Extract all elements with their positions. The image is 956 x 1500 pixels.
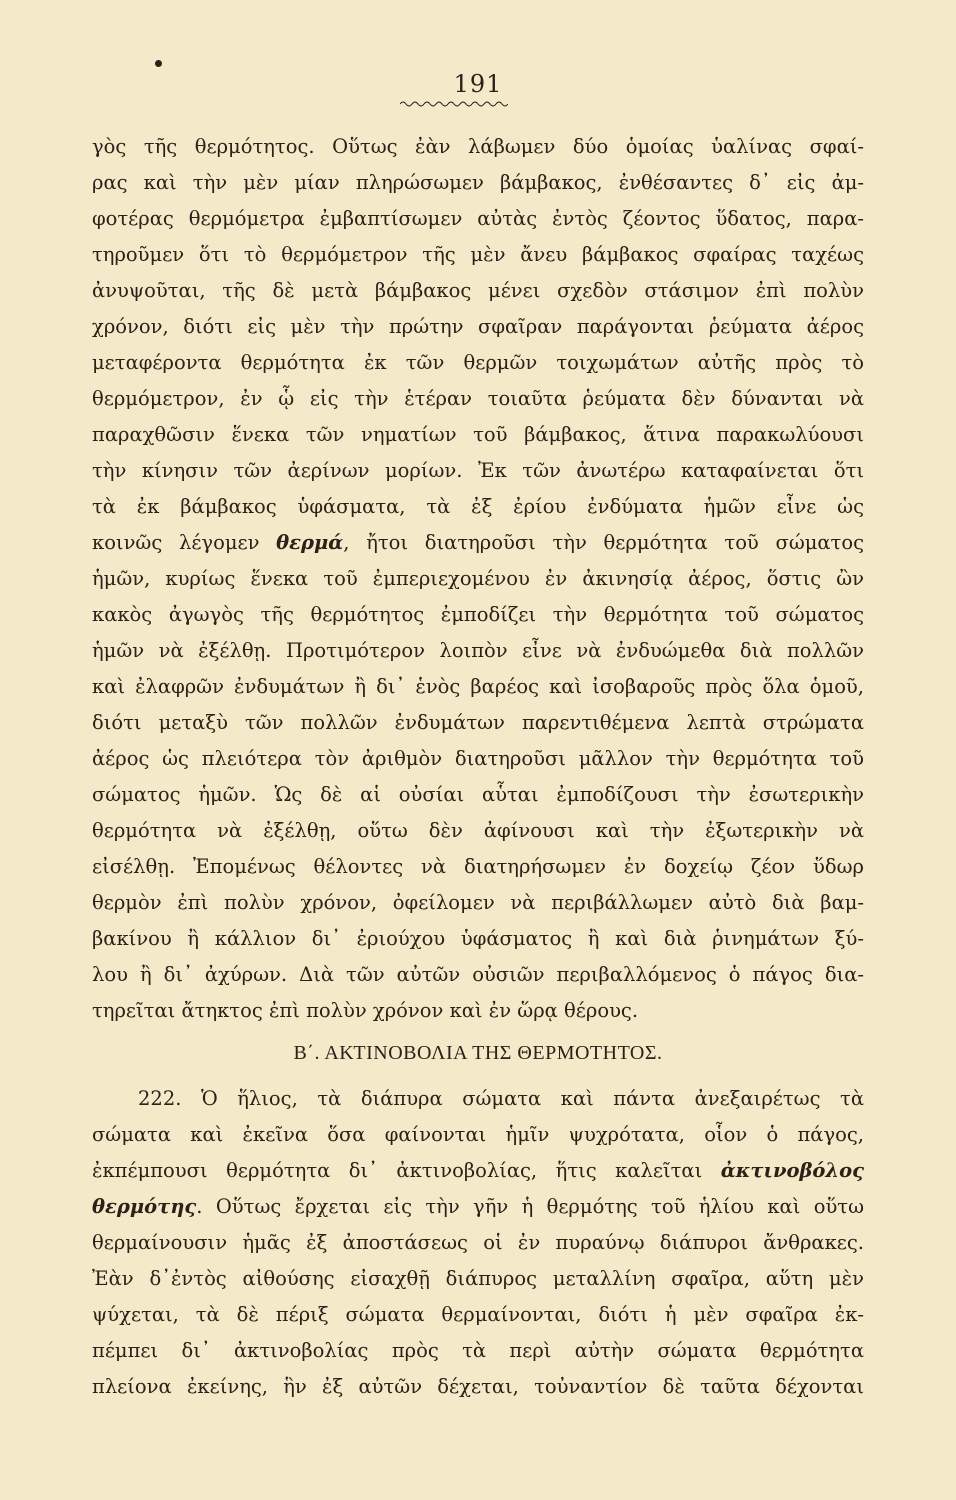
text-line: θερμὸν ἐπὶ πολὺν χρόνον, ὀφείλομεν νὰ περιβάλλωμεν αὐτὸ διὰ βαμ- — [92, 891, 864, 914]
text-line: παραχθῶσιν ἕνεκα τῶν νηματίων τοῦ βάμβακος, ἅτινα παρακωλύουσι — [92, 423, 864, 446]
section-heading: Β΄. ΑΚΤΙΝΟΒΟΛΙΑ ΤΗΣ ΘΕΡΜΟΤΗΤΟΣ. — [293, 1042, 663, 1064]
page-number: 191 — [453, 70, 503, 98]
emphasized-term: ἀκτινοβόλος — [720, 1159, 864, 1182]
text-line: τηρεῖται ἄτηκτος ἐπὶ πολὺν χρόνον καὶ ἐν ὥρᾳ θέρους. — [92, 999, 639, 1022]
text-line: ἀέρος ὡς πλειότερα τὸν ἀριθμὸν διατηροῦσι μᾶλλον τὴν θερμότητα τοῦ — [92, 747, 864, 770]
text-line — [92, 526, 864, 560]
text-line: καὶ ἐλαφρῶν ἐνδυμάτων ἢ δι᾽ ἑνὸς βαρέος καὶ ἰσοβαροῦς πρὸς ὅλα ὁμοῦ, — [92, 675, 864, 698]
text-line: ἡμῶν νὰ ἐξέλθῃ. Προτιμότερον λοιπὸν εἶνε νὰ ἐνδυώμεθα διὰ πολλῶν — [92, 639, 864, 662]
emphasized-term: θερμότης — [92, 1195, 197, 1218]
text-line — [92, 1190, 864, 1224]
text-line: μεταφέροντα θερμότητα ἐκ τῶν θερμῶν τοιχωμάτων αὐτῆς πρὸς τὸ — [92, 351, 864, 374]
text-line: κακὸς ἀγωγὸς τῆς θερμότητος ἐμποδίζει τὴν θερμότητα τοῦ σώματος — [92, 603, 864, 626]
text-line: 222. Ὁ ἥλιος, τὰ διάπυρα σώματα καὶ πάντα ἀνεξαιρέτως τὰ — [138, 1087, 864, 1110]
text-line: ρας καὶ τὴν μὲν μίαν πληρώσωμεν βάμβακος, ἐνθέσαντες δ᾽ εἰς ἀμ- — [92, 171, 864, 194]
text-line: πέμπει δι᾽ ἀκτινοβολίας πρὸς τὰ περὶ αὐτὴν σώματα θερμότητα — [92, 1339, 864, 1362]
text-run: κοινῶς λέγομεν — [92, 531, 277, 554]
text-run: . Οὕτως ἔρχεται εἰς τὴν γῆν ἡ θερμότης τοῦ ἡλίου καὶ οὕτω — [196, 1195, 864, 1218]
text-run: , ἤτοι διατηροῦσι τὴν θερμότητα τοῦ σώματος — [343, 531, 864, 554]
text-line: ἡμῶν, κυρίως ἕνεκα τοῦ ἐμπεριεχομένου ἐν ἀκινησίᾳ ἀέρος, ὅστις ὢν — [92, 567, 864, 590]
text-line: Ἐὰν δ᾽ἐντὸς αἰθούσης εἰσαχθῇ διάπυρος μεταλλίνη σφαῖρα, αὕτη μὲν — [92, 1267, 864, 1290]
text-line: τηροῦμεν ὅτι τὸ θερμόμετρον τῆς μὲν ἄνευ βάμβακος σφαίρας ταχέως — [92, 243, 864, 266]
text-line: χρόνον, διότι εἰς μὲν τὴν πρώτην σφαῖραν παράγονται ῥεύματα ἀέρος — [92, 315, 864, 338]
text-line: διότι μεταξὺ τῶν πολλῶν ἐνδυμάτων παρεντιθέμενα λεπτὰ στρώματα — [92, 711, 864, 734]
text-line: λου ἢ δι᾽ ἀχύρων. Διὰ τῶν αὐτῶν οὐσιῶν περιβαλλόμενος ὁ πάγος δια- — [92, 963, 864, 986]
text-line: ἀνυψοῦται, τῆς δὲ μετὰ βάμβακος μένει σχεδὸν στάσιμον ἐπὶ πολὺν — [92, 279, 864, 302]
text-line: θερμότητα νὰ ἐξέλθῃ, οὕτω δὲν ἀφίνουσι καὶ τὴν ἐξωτερικὴν νὰ — [92, 819, 864, 842]
text-line: πλείονα ἐκείνης, ἣν ἐξ αὐτῶν δέχεται, τοὐναντίον δὲ ταῦτα δέχονται — [92, 1375, 864, 1398]
text-line: σώματος ἡμῶν. Ὡς δὲ αἱ οὐσίαι αὗται ἐμποδίζουσι τὴν ἐσωτερικὴν — [92, 783, 864, 806]
text-line: βακίνου ἢ κάλλιον δι᾽ ἐριούχου ὑφάσματος ἢ καὶ διὰ ῥινημάτων ξύ- — [92, 927, 864, 950]
text-line: εἰσέλθῃ. Ἐπομένως θέλοντες νὰ διατηρήσωμεν ἐν δοχείῳ ζέον ὕδωρ — [92, 855, 864, 878]
text-line: φοτέρας θερμόμετρα ἐμβαπτίσωμεν αὐτὰς ἐντὸς ζέοντος ὕδατος, παρα- — [92, 207, 864, 230]
text-run: ἐκπέμπουσι θερμότητα δι᾽ ἀκτινοβολίας, ἥτις καλεῖται — [92, 1159, 721, 1182]
wavy-rule — [400, 100, 508, 108]
text-line: σώματα καὶ ἐκεῖνα ὅσα φαίνονται ἡμῖν ψυχρότατα, οἷον ὁ πάγος, — [92, 1123, 864, 1146]
text-line: γὸς τῆς θερμότητος. Οὕτως ἐὰν λάβωμεν δύο ὁμοίας ὑαλίνας σφαί- — [92, 135, 864, 158]
emphasized-term: θερμά — [276, 531, 344, 554]
text-line: ψύχεται, τὰ δὲ πέριξ σώματα θερμαίνονται, διότι ἡ μὲν σφαῖρα ἐκ- — [92, 1303, 864, 1326]
ink-dot — [155, 60, 162, 67]
text-line: τὴν κίνησιν τῶν ἀερίνων μορίων. Ἐκ τῶν ἀνωτέρω καταφαίνεται ὅτι — [92, 459, 864, 482]
text-line: θερμόμετρον, ἐν ᾧ εἰς τὴν ἑτέραν τοιαῦτα ῥεύματα δὲν δύνανται νὰ — [92, 387, 864, 410]
text-line: θερμαίνουσιν ἡμᾶς ἐξ ἀποστάσεως οἱ ἐν πυραύνῳ διάπυροι ἄνθρακες. — [92, 1231, 864, 1254]
text-line: τὰ ἐκ βάμβακος ὑφάσματα, τὰ ἐξ ἐρίου ἐνδύματα ἡμῶν εἶνε ὡς — [92, 495, 864, 518]
text-line — [92, 1154, 864, 1188]
